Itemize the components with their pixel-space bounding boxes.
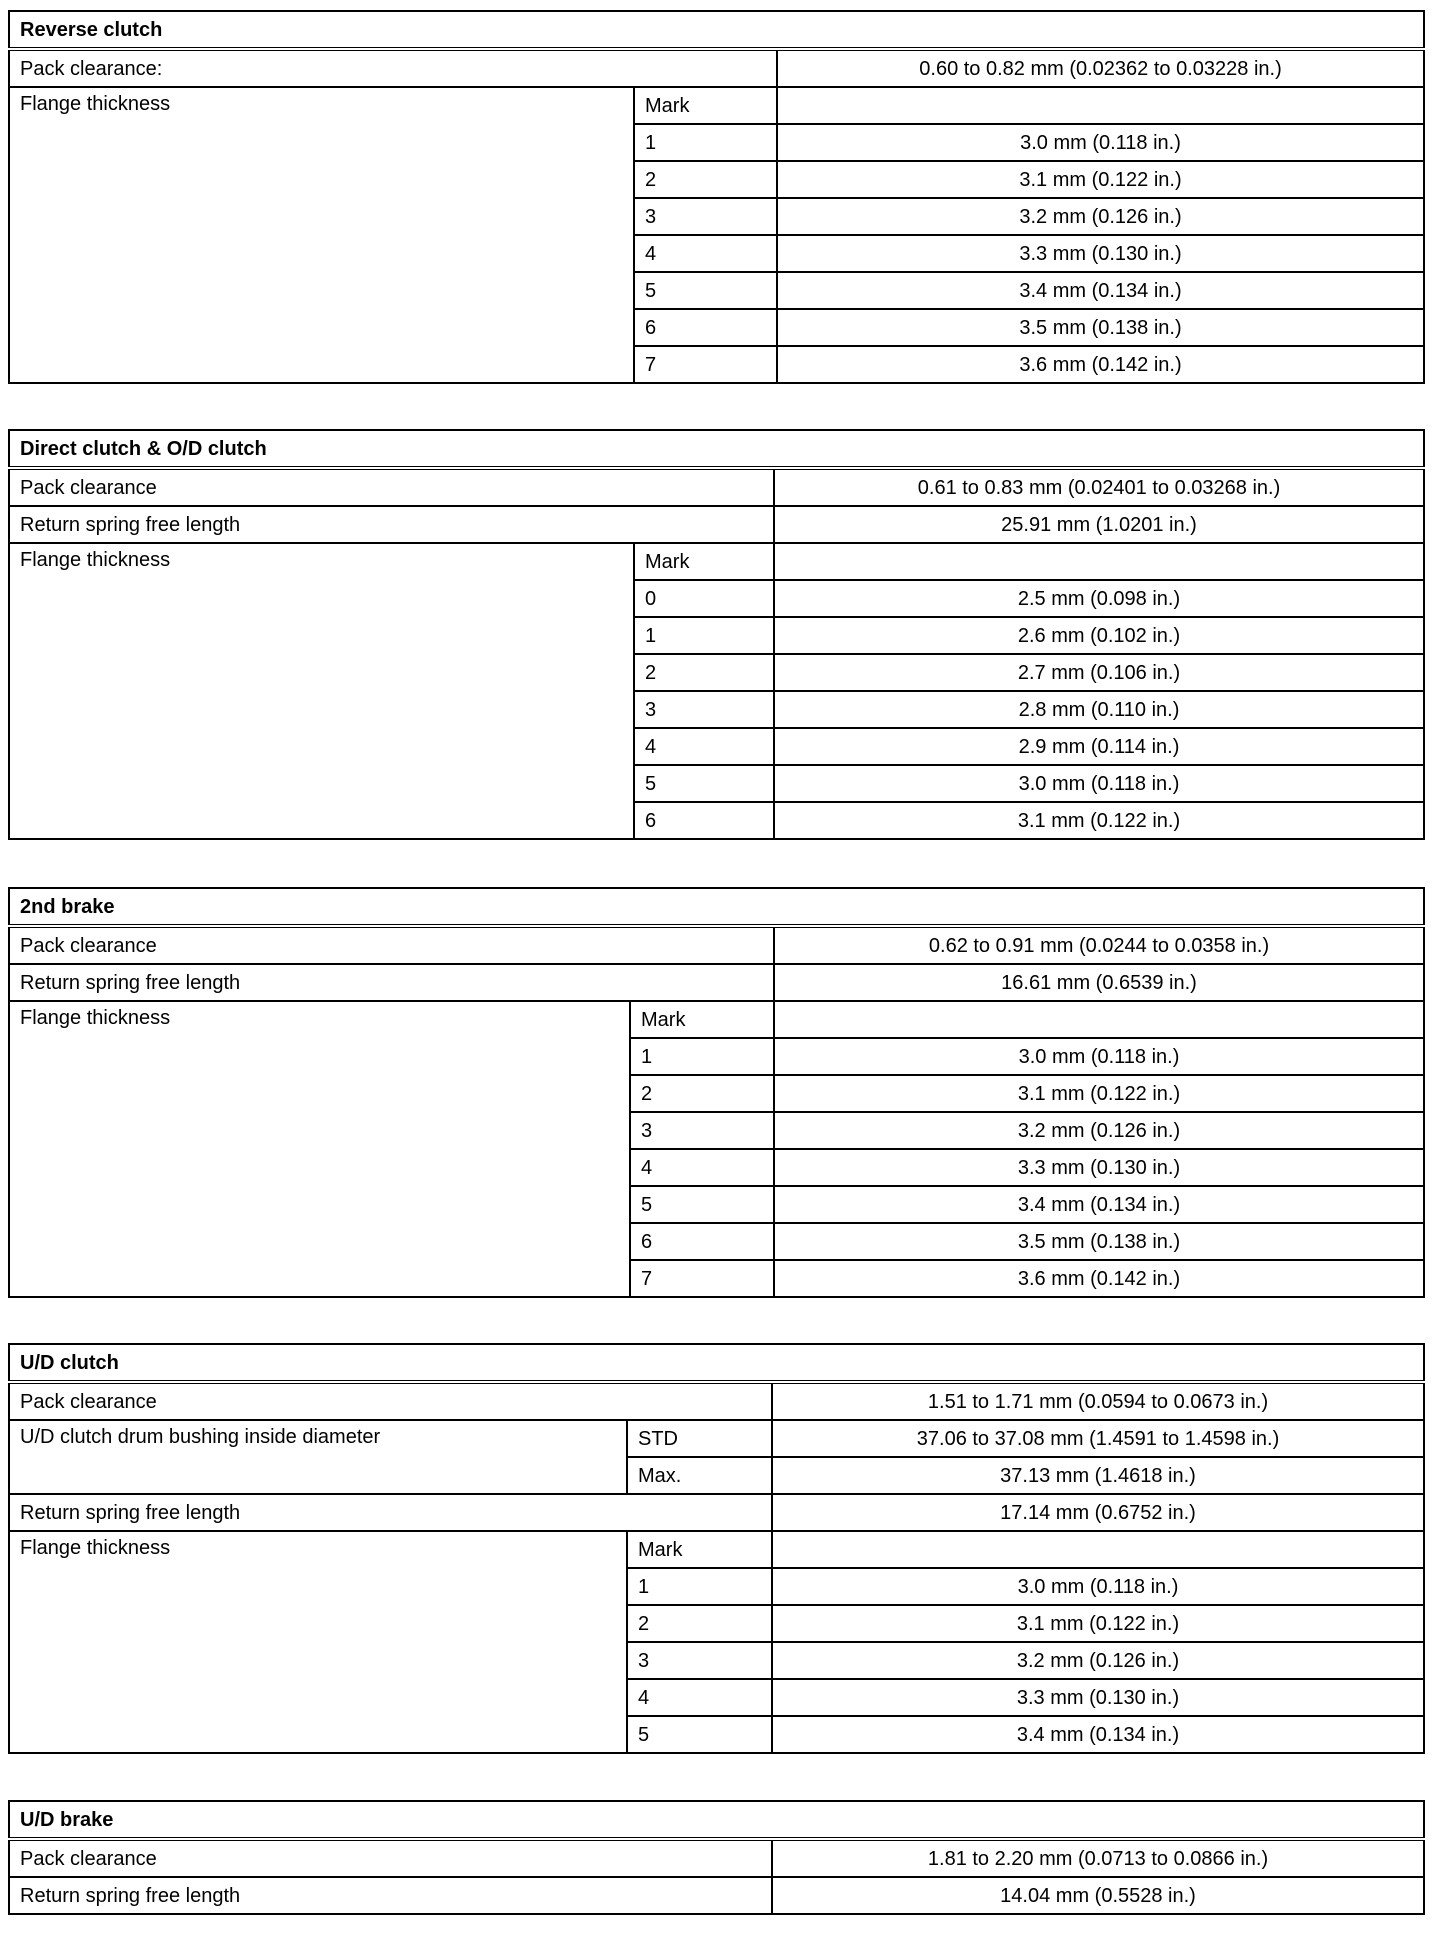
thickness-cell: 3.5 mm (0.138 in.) (774, 1223, 1424, 1260)
thickness-cell: 3.1 mm (0.122 in.) (772, 1605, 1424, 1642)
mark-cell: 4 (630, 1149, 774, 1186)
flange-thickness-label: Flange thickness (9, 1531, 627, 1753)
mark-cell: 7 (634, 346, 777, 383)
section-title: 2nd brake (9, 888, 1424, 926)
thickness-cell: 3.0 mm (0.118 in.) (774, 765, 1424, 802)
mark-cell: 4 (627, 1679, 772, 1716)
section-title: U/D clutch (9, 1344, 1424, 1382)
thickness-cell: 2.6 mm (0.102 in.) (774, 617, 1424, 654)
thickness-cell: 3.0 mm (0.118 in.) (774, 1038, 1424, 1075)
mark-cell: 6 (634, 309, 777, 346)
pack-clearance-value: 1.51 to 1.71 mm (0.0594 to 0.0673 in.) (772, 1382, 1424, 1420)
thickness-cell: 3.6 mm (0.142 in.) (774, 1260, 1424, 1297)
pack-clearance-value: 0.61 to 0.83 mm (0.02401 to 0.03268 in.) (774, 468, 1424, 506)
thickness-cell: 3.3 mm (0.130 in.) (772, 1679, 1424, 1716)
ud-clutch-table (8, 1343, 1425, 1754)
thickness-cell: 2.7 mm (0.106 in.) (774, 654, 1424, 691)
mark-cell: 1 (627, 1568, 772, 1605)
mark-cell: 1 (630, 1038, 774, 1075)
return-spring-label: Return spring free length (9, 506, 774, 543)
max-value: 37.13 mm (1.4618 in.) (772, 1457, 1424, 1494)
bushing-diameter-label: U/D clutch drum bushing inside diameter (9, 1420, 627, 1494)
mark-cell: 7 (630, 1260, 774, 1297)
mark-cell: 5 (634, 272, 777, 309)
thickness-cell: 3.0 mm (0.118 in.) (777, 124, 1424, 161)
empty-cell (774, 543, 1424, 580)
pack-clearance-value: 0.60 to 0.82 mm (0.02362 to 0.03228 in.) (777, 49, 1424, 87)
mark-cell: 2 (634, 654, 774, 691)
section-title: U/D brake (9, 1801, 1424, 1839)
section-title: Reverse clutch (9, 11, 1424, 49)
pack-clearance-label: Pack clearance (9, 1839, 772, 1877)
flange-thickness-label: Flange thickness (9, 87, 634, 383)
mark-cell: 4 (634, 728, 774, 765)
mark-cell: 4 (634, 235, 777, 272)
mark-cell: 5 (630, 1186, 774, 1223)
second-brake-table (8, 887, 1425, 1298)
thickness-cell: 3.4 mm (0.134 in.) (772, 1716, 1424, 1753)
thickness-cell: 3.6 mm (0.142 in.) (777, 346, 1424, 383)
pack-clearance-value: 0.62 to 0.91 mm (0.0244 to 0.0358 in.) (774, 926, 1424, 964)
max-label: Max. (627, 1457, 772, 1494)
thickness-cell: 3.3 mm (0.130 in.) (774, 1149, 1424, 1186)
return-spring-value: 25.91 mm (1.0201 in.) (774, 506, 1424, 543)
pack-clearance-value: 1.81 to 2.20 mm (0.0713 to 0.0866 in.) (772, 1839, 1424, 1877)
thickness-cell: 3.5 mm (0.138 in.) (777, 309, 1424, 346)
flange-thickness-label: Flange thickness (9, 1001, 630, 1297)
mark-cell: 3 (627, 1642, 772, 1679)
thickness-cell: 3.2 mm (0.126 in.) (777, 198, 1424, 235)
pack-clearance-label: Pack clearance (9, 1382, 772, 1420)
thickness-cell: 3.2 mm (0.126 in.) (772, 1642, 1424, 1679)
ud-brake-table (8, 1800, 1425, 1915)
direct-clutch-table (8, 429, 1425, 840)
thickness-cell: 2.8 mm (0.110 in.) (774, 691, 1424, 728)
pack-clearance-label: Pack clearance: (9, 49, 777, 87)
thickness-cell: 3.4 mm (0.134 in.) (774, 1186, 1424, 1223)
mark-header: Mark (634, 87, 777, 124)
thickness-cell: 3.3 mm (0.130 in.) (777, 235, 1424, 272)
return-spring-label: Return spring free length (9, 1877, 772, 1914)
thickness-cell: 3.2 mm (0.126 in.) (774, 1112, 1424, 1149)
flange-thickness-label: Flange thickness (9, 543, 634, 839)
mark-header: Mark (630, 1001, 774, 1038)
return-spring-label: Return spring free length (9, 964, 774, 1001)
thickness-cell: 3.1 mm (0.122 in.) (774, 1075, 1424, 1112)
empty-cell (772, 1531, 1424, 1568)
mark-cell: 3 (634, 198, 777, 235)
mark-cell: 2 (627, 1605, 772, 1642)
empty-cell (777, 87, 1424, 124)
pack-clearance-label: Pack clearance (9, 926, 774, 964)
std-value: 37.06 to 37.08 mm (1.4591 to 1.4598 in.) (772, 1420, 1424, 1457)
std-label: STD (627, 1420, 772, 1457)
thickness-cell: 3.1 mm (0.122 in.) (777, 161, 1424, 198)
thickness-cell: 2.5 mm (0.098 in.) (774, 580, 1424, 617)
mark-cell: 2 (630, 1075, 774, 1112)
mark-header: Mark (627, 1531, 772, 1568)
return-spring-value: 17.14 mm (0.6752 in.) (772, 1494, 1424, 1531)
thickness-cell: 2.9 mm (0.114 in.) (774, 728, 1424, 765)
thickness-cell: 3.0 mm (0.118 in.) (772, 1568, 1424, 1605)
mark-header: Mark (634, 543, 774, 580)
mark-cell: 6 (630, 1223, 774, 1260)
section-title: Direct clutch & O/D clutch (9, 430, 1424, 468)
return-spring-value: 16.61 mm (0.6539 in.) (774, 964, 1424, 1001)
mark-cell: 3 (630, 1112, 774, 1149)
mark-cell: 6 (634, 802, 774, 839)
mark-cell: 3 (634, 691, 774, 728)
thickness-cell: 3.1 mm (0.122 in.) (774, 802, 1424, 839)
return-spring-label: Return spring free length (9, 1494, 772, 1531)
reverse-clutch-table (8, 10, 1425, 384)
empty-cell (774, 1001, 1424, 1038)
mark-cell: 2 (634, 161, 777, 198)
mark-cell: 5 (627, 1716, 772, 1753)
mark-cell: 1 (634, 124, 777, 161)
pack-clearance-label: Pack clearance (9, 468, 774, 506)
mark-cell: 0 (634, 580, 774, 617)
return-spring-value: 14.04 mm (0.5528 in.) (772, 1877, 1424, 1914)
thickness-cell: 3.4 mm (0.134 in.) (777, 272, 1424, 309)
mark-cell: 5 (634, 765, 774, 802)
mark-cell: 1 (634, 617, 774, 654)
